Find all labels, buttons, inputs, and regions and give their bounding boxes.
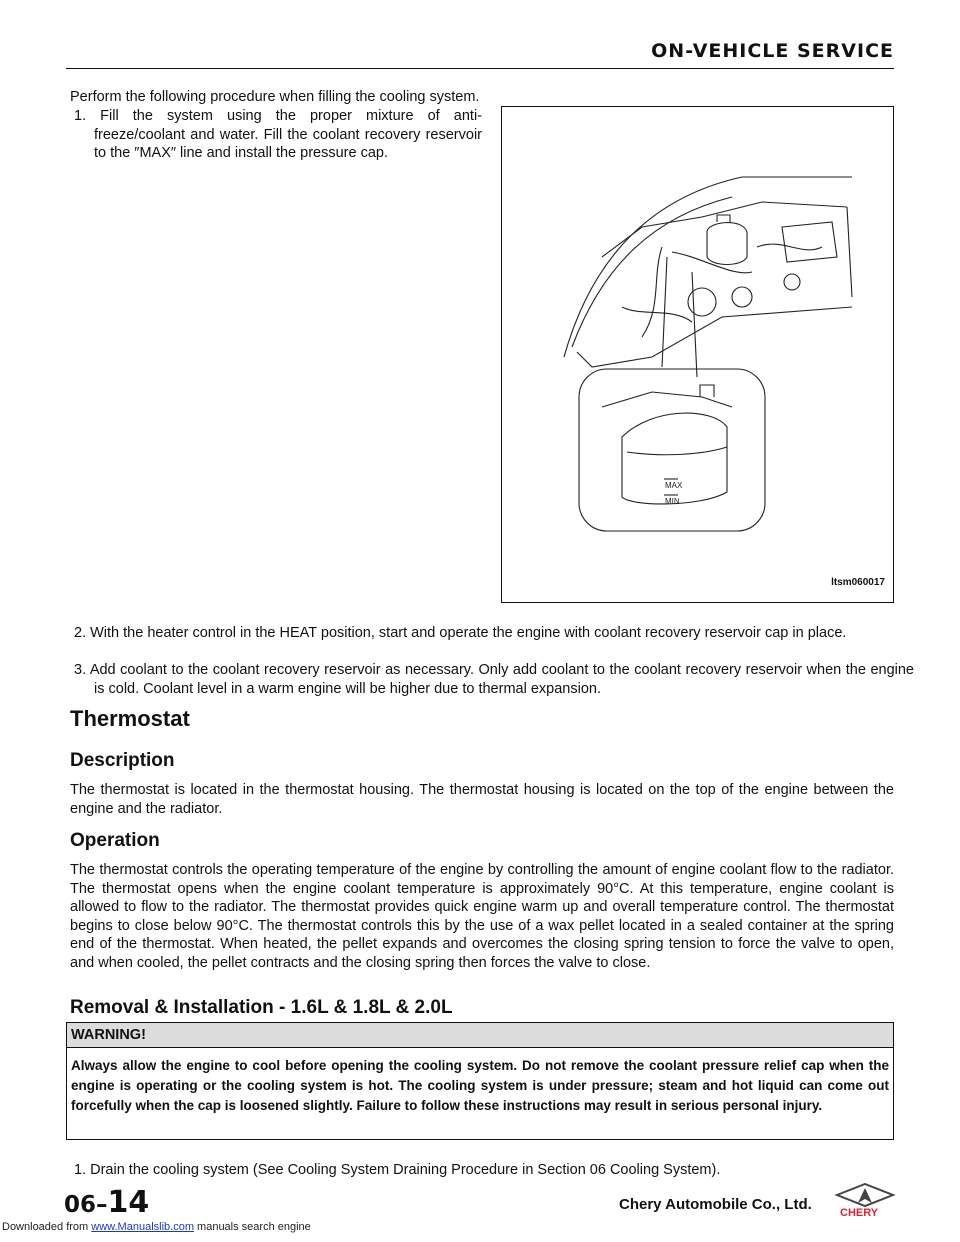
- removal-step-1: 1. Drain the cooling system (See Cooling System Draining Procedure in Section 06 Cooling System).: [74, 1162, 721, 1178]
- fill-step-3: 3. Add coolant to the coolant recovery reservoir as necessary. Only add coolant to the coolant recovery reservoir when the engine is cold. Coolant level in a warm engine will be higher due to thermal expansion.: [74, 662, 914, 697]
- min-line-label: MIN: [665, 497, 680, 506]
- chery-logo: [834, 1183, 896, 1219]
- engine-bay-illustration: [502, 107, 893, 602]
- operation-paragraph: The thermostat controls the operating temperature of the engine by controlling the amount of engine coolant flow to the radiator. The thermostat opens when the engine coolant temperature is approximately 90°C. At this temperature, engine coolant is allowed to flow to the radiator. The thermostat provides quick engine warm up and overall temperature control. The thermostat begins to close below 90°C. The thermostat controls this by the use of a wax pellet located in a sealed container at the spring end of the thermostat. When heated, the pellet expands and overcomes the closing spring tension to force the valve to open, and when cooled, the pellet contracts and the closing spring then forces the valve to close.: [70, 862, 894, 971]
- download-source-line: [2, 1221, 311, 1233]
- warning-text: Always allow the engine to cool before opening the cooling system. Do not remove the coolant pressure relief cap when the engine is operating or the cooling system is hot. The cooling system is under pressure; steam and hot liquid can come out forcefully when the cap is loosened slightly. Failure to follow these instructions may result in serious personal injury.: [71, 1058, 889, 1113]
- page-number: [64, 1185, 149, 1220]
- warning-title: WARNING!: [67, 1023, 893, 1048]
- download-prefix: Downloaded from: [2, 1221, 92, 1233]
- page-num: 14: [107, 1185, 150, 1220]
- manualslib-link[interactable]: www.Manualslib.com: [91, 1221, 194, 1233]
- description-heading: Description: [70, 750, 175, 771]
- page-header-title: ON-VEHICLE SERVICE: [651, 40, 894, 62]
- warning-box: [66, 1022, 894, 1140]
- operation-heading: Operation: [70, 830, 160, 851]
- section-code: 06–: [64, 1192, 108, 1218]
- fill-step-1: 1. Fill the system using the proper mixture of anti-freeze/coolant and water. Fill the coolant recovery reservoir to the ″MAX″ line and install the pressure cap.: [74, 108, 482, 161]
- logo-text: CHERY: [840, 1207, 879, 1219]
- thermostat-heading: Thermostat: [70, 706, 190, 731]
- company-name: Chery Automobile Co., Ltd.: [619, 1196, 812, 1213]
- intro-paragraph: Perform the following procedure when filling the cooling system.: [70, 89, 480, 105]
- removal-installation-heading: Removal & Installation - 1.6L & 1.8L & 2.0L: [70, 997, 453, 1018]
- max-line-label: MAX: [665, 481, 683, 490]
- download-suffix: manuals search engine: [193, 1221, 311, 1233]
- header-divider: [66, 68, 894, 69]
- figure-id-label: ltsm060017: [831, 577, 885, 588]
- fill-step-2: 2. With the heater control in the HEAT position, start and operate the engine with coolant recovery reservoir cap in place.: [74, 625, 847, 641]
- coolant-reservoir-figure: [501, 106, 894, 603]
- description-paragraph: The thermostat is located in the thermostat housing. The thermostat housing is located on the top of the engine between the engine and the radiator.: [70, 782, 894, 817]
